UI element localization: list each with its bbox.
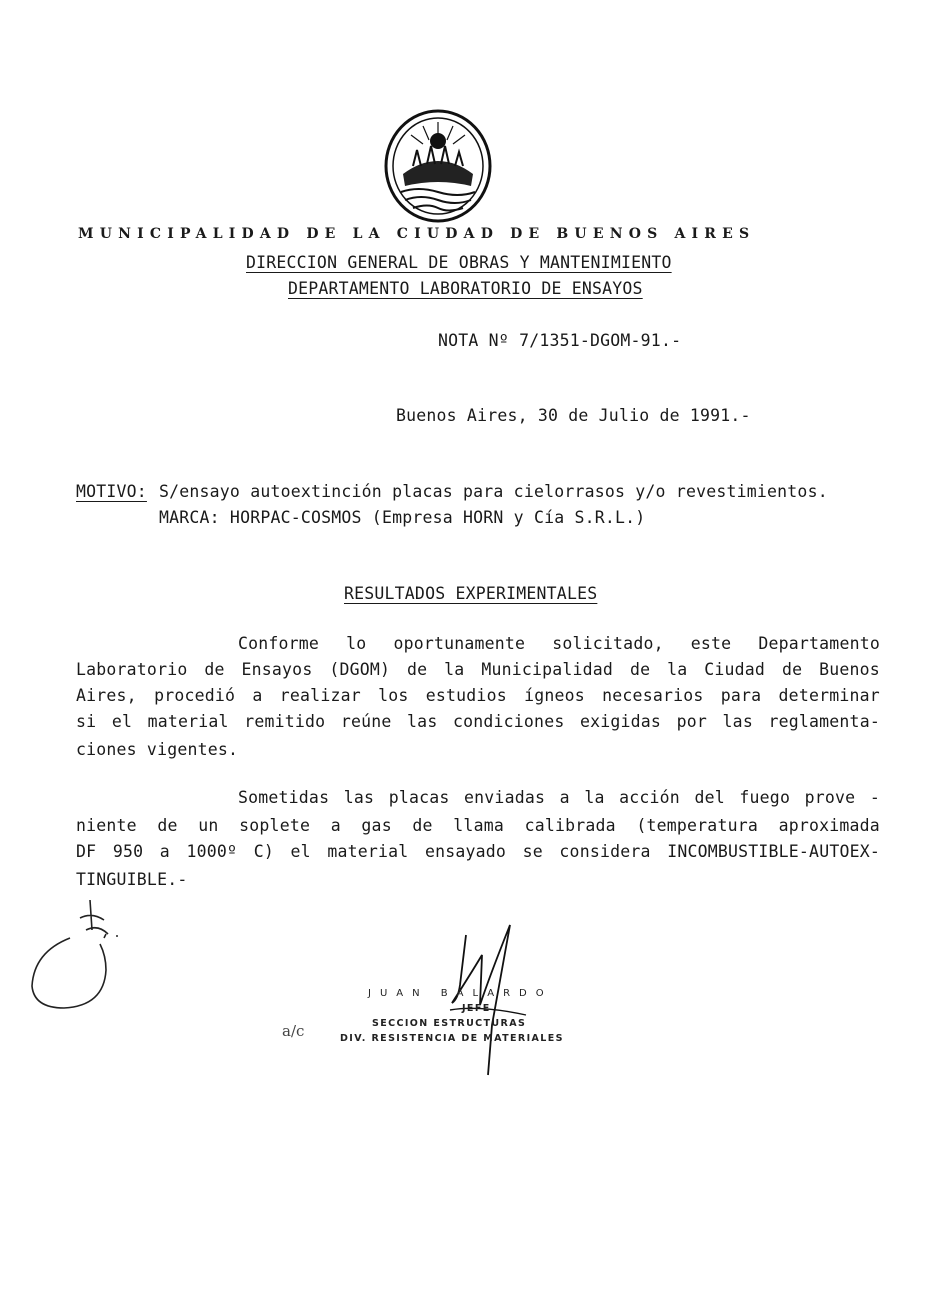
word: C) (253, 842, 274, 861)
paragraph-1-line-5: ciones vigentes. (76, 740, 239, 759)
word: Departamento (758, 634, 880, 653)
subject-text: S/ensayo autoextinción placas para cielorrasos y/o revestimientos. (159, 482, 828, 501)
paragraph-2-line-2 (76, 816, 880, 835)
department-name: DEPARTAMENTO LABORATORIO DE ENSAYOS (288, 279, 643, 298)
word: - (869, 788, 880, 807)
word: Laboratorio (76, 660, 188, 679)
municipality-name: MUNICIPALIDAD DE LA CIUDAD DE BUENOS AIRES (78, 226, 756, 242)
word: calibrada (524, 816, 616, 835)
handwritten-mark-icon (20, 890, 160, 1020)
word: las (343, 788, 375, 807)
word: las (722, 712, 753, 731)
signature-icon (430, 915, 540, 1085)
word: prove (804, 788, 856, 807)
direction-name: DIRECCION GENERAL DE OBRAS Y MANTENIMIENTO (246, 253, 672, 272)
word: el (290, 842, 311, 861)
paragraph-1-line-4 (76, 712, 880, 731)
word: por (676, 712, 708, 731)
word: de (407, 660, 428, 679)
word: 950 (112, 842, 144, 861)
word: ígneos (524, 686, 585, 705)
word: determinar (778, 686, 880, 705)
word: material (147, 712, 229, 731)
stamp-division: DIV. RESISTENCIA DE MATERIALES (340, 1033, 564, 1044)
note-number: NOTA Nº 7/1351-DGOM-91.- (438, 331, 682, 350)
word: condiciones (452, 712, 565, 731)
word: oportunamente (393, 634, 526, 653)
word: 1000º (186, 842, 238, 861)
word: a (252, 686, 263, 705)
word: gas (361, 816, 392, 835)
word: exigidas (580, 712, 662, 731)
word: Conforme (238, 634, 320, 653)
word: reúne (340, 712, 392, 731)
word: INCOMBUSTIBLE-AUTOEX- (667, 842, 880, 861)
word: estudios (425, 686, 507, 705)
word: para (720, 686, 762, 705)
word: de (204, 660, 225, 679)
word: remitido (244, 712, 326, 731)
word: fuego (739, 788, 791, 807)
word: a (330, 816, 341, 835)
word: lo (346, 634, 367, 653)
word: Municipalidad (481, 660, 614, 679)
word: las (407, 712, 438, 731)
word: (DGOM) (329, 660, 391, 679)
word: de (412, 816, 433, 835)
stamp-name: JUAN BALARDO (368, 988, 553, 999)
word: de (781, 660, 803, 679)
word: la (667, 660, 688, 679)
word: aproximada (778, 816, 880, 835)
word: considera (559, 842, 651, 861)
word: soplete (239, 816, 311, 835)
word: Ensayos (241, 660, 313, 679)
word: placas (388, 788, 450, 807)
word: solicitado, (552, 634, 664, 653)
word: de (629, 660, 651, 679)
word: Buenos (819, 660, 880, 679)
word: este (690, 634, 732, 653)
stamp-role: JEFE (462, 1003, 491, 1014)
word: material (327, 842, 409, 861)
word: acción (619, 788, 680, 807)
paragraph-1-line-2 (76, 660, 880, 679)
word: procedió (154, 686, 236, 705)
word: DF (76, 842, 97, 861)
word: necesarios (602, 686, 704, 705)
section-heading: RESULTADOS EXPERIMENTALES (344, 584, 598, 603)
subject-label: MOTIVO: (76, 482, 147, 501)
word: (temperatura (636, 816, 758, 835)
paragraph-1-line-1 (238, 634, 880, 653)
word: ensayado (424, 842, 507, 861)
stamp-section: SECCION ESTRUCTURAS (372, 1018, 527, 1029)
word: a (159, 842, 170, 861)
word: se (522, 842, 543, 861)
handwritten-initials: a/c (282, 1022, 305, 1040)
word: Aires, (76, 686, 137, 705)
word: si (76, 712, 97, 731)
word: un (198, 816, 219, 835)
word: de (157, 816, 178, 835)
word: Ciudad (704, 660, 766, 679)
paragraph-2-line-3 (76, 842, 880, 861)
paragraph-2-line-4: TINGUIBLE.- (76, 870, 188, 889)
subject-brand: MARCA: HORPAC-COSMOS (Empresa HORN y Cía S.R.L.) (159, 508, 646, 527)
word: reglamenta- (768, 712, 880, 731)
word: la (444, 660, 465, 679)
paragraph-1-line-3 (76, 686, 880, 705)
word: el (111, 712, 133, 731)
word: a (559, 788, 570, 807)
place-date: Buenos Aires, 30 de Julio de 1991.- (396, 406, 751, 425)
word: los (378, 686, 409, 705)
municipal-seal-icon (383, 108, 493, 224)
word: la (584, 788, 605, 807)
word: del (694, 788, 725, 807)
paragraph-2-line-1 (238, 788, 880, 807)
word: llama (453, 816, 504, 835)
word: enviadas (464, 788, 546, 807)
word: niente (76, 816, 137, 835)
word: Sometidas (238, 788, 330, 807)
word: realizar (279, 686, 361, 705)
